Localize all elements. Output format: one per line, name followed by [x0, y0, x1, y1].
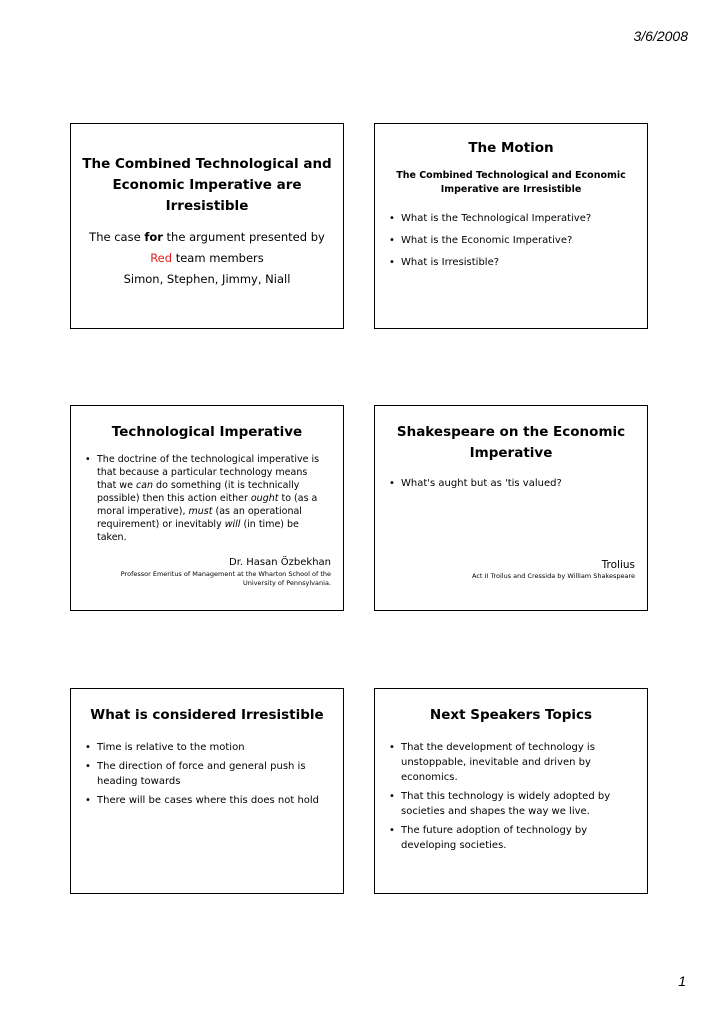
bullet-item: • The future adoption of technology by developing societies.: [389, 823, 631, 853]
text-segment: to (as a moral imperative),: [97, 493, 318, 517]
bullet-list: [375, 211, 647, 270]
slide-title: Technological Imperative: [111, 424, 303, 440]
attribution: [472, 558, 635, 581]
attribution-name: Trolius: [601, 559, 635, 571]
slide-subtitle: The Combined Technological and Economic Imperative are Irresistible: [396, 170, 626, 195]
slide-1-title: [70, 123, 344, 329]
slide-title: Next Speakers Topics: [429, 707, 593, 723]
slide-6-next-speakers: [374, 688, 648, 894]
emphasis: must: [188, 506, 213, 517]
bullet-list: [375, 476, 647, 491]
bullet-item: • There will be cases where this does not hold: [85, 793, 327, 808]
slide-title: What is considered Irresistible: [90, 707, 324, 723]
bullet-list: [71, 453, 343, 544]
bullet-item: • The direction of force and general push is heading towards: [85, 759, 327, 789]
slide-4-shakespeare: [374, 405, 648, 611]
slide-5-irresistible: [70, 688, 344, 894]
team-members: Simon, Stephen, Jimmy, Niall: [123, 272, 291, 286]
attribution-name: Dr. Hasan Özbekhan: [229, 557, 331, 568]
page-date: 3/6/2008: [633, 28, 688, 44]
slide-2-motion: [374, 123, 648, 329]
text-segment: (as an operational requirement) or inevitably: [97, 506, 302, 530]
text-segment: the argument presented by: [162, 230, 325, 244]
bullet-item: • What's aught but as 'tis valued?: [389, 476, 631, 491]
presenter-line: [71, 227, 343, 248]
slide-title: The Motion: [468, 140, 554, 156]
emphasis: will: [224, 519, 241, 530]
slide-body: [71, 227, 343, 290]
bullet-item: [85, 453, 327, 544]
slide-3-technological-imperative: [70, 405, 344, 611]
bullet-item: • That this technology is widely adopted by societies and shapes the way we live.: [389, 789, 631, 819]
slide-title: The Combined Technological and Economic Imperative are Irresistible: [82, 156, 332, 214]
bullet-item: • Time is relative to the motion: [85, 740, 327, 755]
text-segment: team members: [172, 251, 264, 265]
text-segment: (in time) be taken.: [97, 519, 299, 543]
slide-title: Shakespeare on the Economic Imperative: [396, 424, 626, 461]
text-segment: The case: [89, 230, 145, 244]
bullet-item: • That the development of technology is unstoppable, inevitable and driven by economics.: [389, 740, 631, 785]
bullet-list: [375, 740, 647, 853]
bullet-list: [71, 740, 343, 808]
team-color-label: Red: [150, 251, 173, 265]
attribution-detail: Professor Emeritus of Management at the Wharton School of the University of Pennsylvania.: [120, 570, 331, 587]
bullet-item: • What is the Technological Imperative?: [389, 211, 631, 226]
emphasis: can: [135, 480, 154, 491]
text-segment: do something (it is technically possible) then this action either: [97, 480, 300, 504]
attribution-detail: Act II Troilus and Cressida by William Shakespeare: [472, 572, 635, 580]
attribution: [111, 556, 331, 588]
emphasis-for: for: [144, 230, 163, 244]
bullet-item: • What is Irresistible?: [389, 255, 631, 270]
text-segment: The doctrine of the technological imperative is that because a particular technology means that we: [97, 454, 320, 491]
bullet-item: • What is the Economic Imperative?: [389, 233, 631, 248]
emphasis: ought: [250, 493, 279, 504]
page-number: 1: [678, 973, 686, 989]
team-line: [71, 248, 343, 269]
